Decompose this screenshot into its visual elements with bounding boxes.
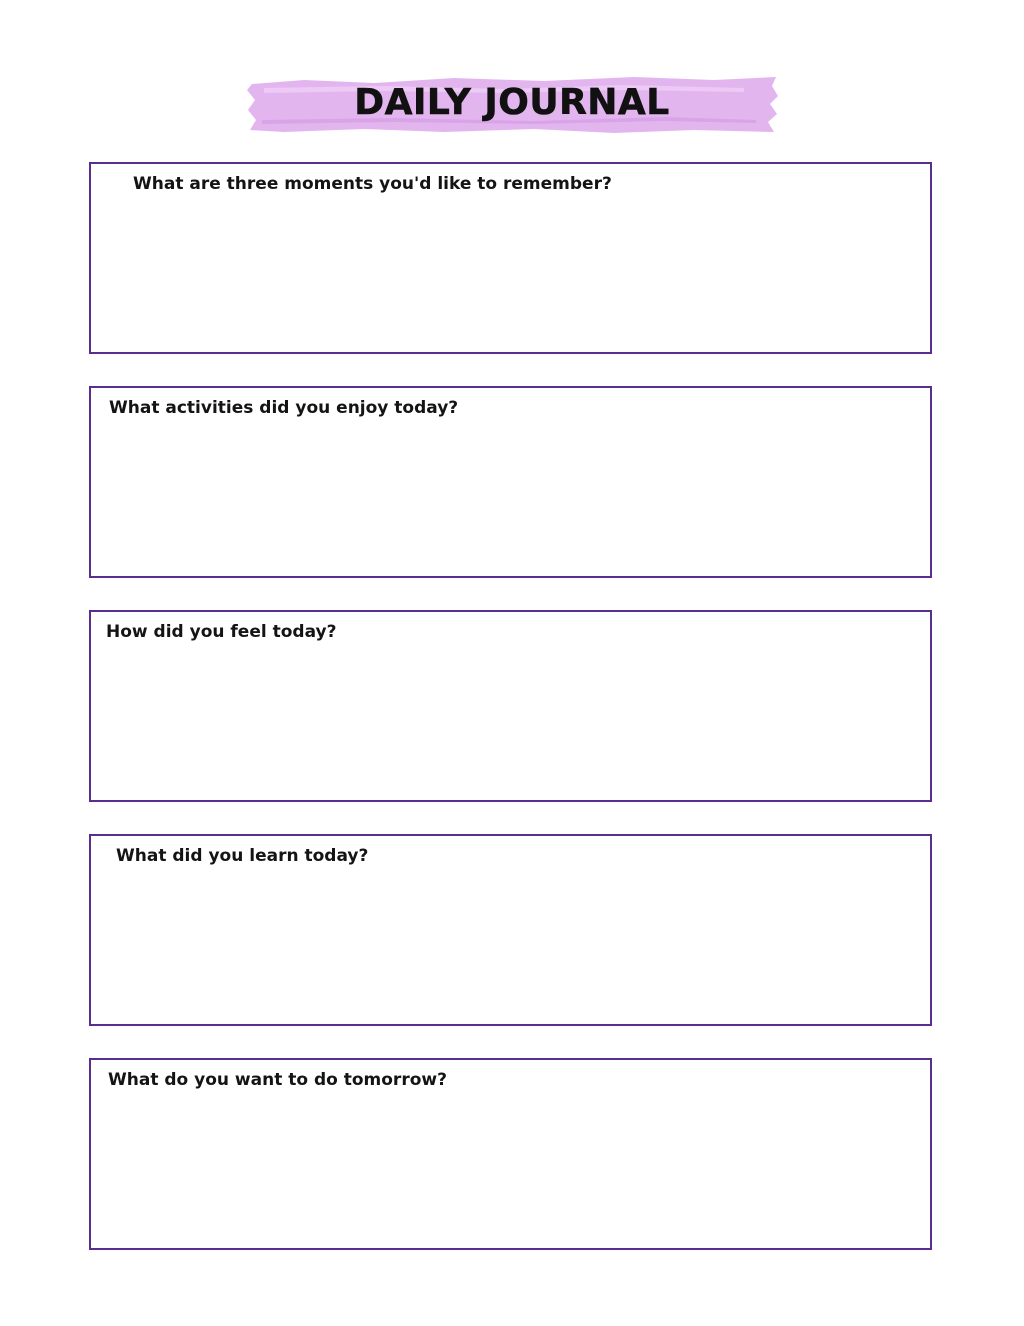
title-banner xyxy=(244,74,780,136)
journal-box-activities[interactable] xyxy=(89,386,932,578)
journal-box-moments[interactable] xyxy=(89,162,932,354)
journal-box-feelings[interactable] xyxy=(89,610,932,802)
prompt-label: What do you want to do tomorrow? xyxy=(108,1070,447,1090)
journal-box-learned[interactable] xyxy=(89,834,932,1026)
prompt-label: What activities did you enjoy today? xyxy=(109,398,459,418)
prompt-label: What did you learn today? xyxy=(116,846,369,866)
prompt-label: What are three moments you'd like to remember? xyxy=(133,174,612,194)
prompt-label: How did you feel today? xyxy=(106,622,337,642)
page-title: DAILY JOURNAL xyxy=(354,82,670,123)
journal-box-tomorrow[interactable] xyxy=(89,1058,932,1250)
